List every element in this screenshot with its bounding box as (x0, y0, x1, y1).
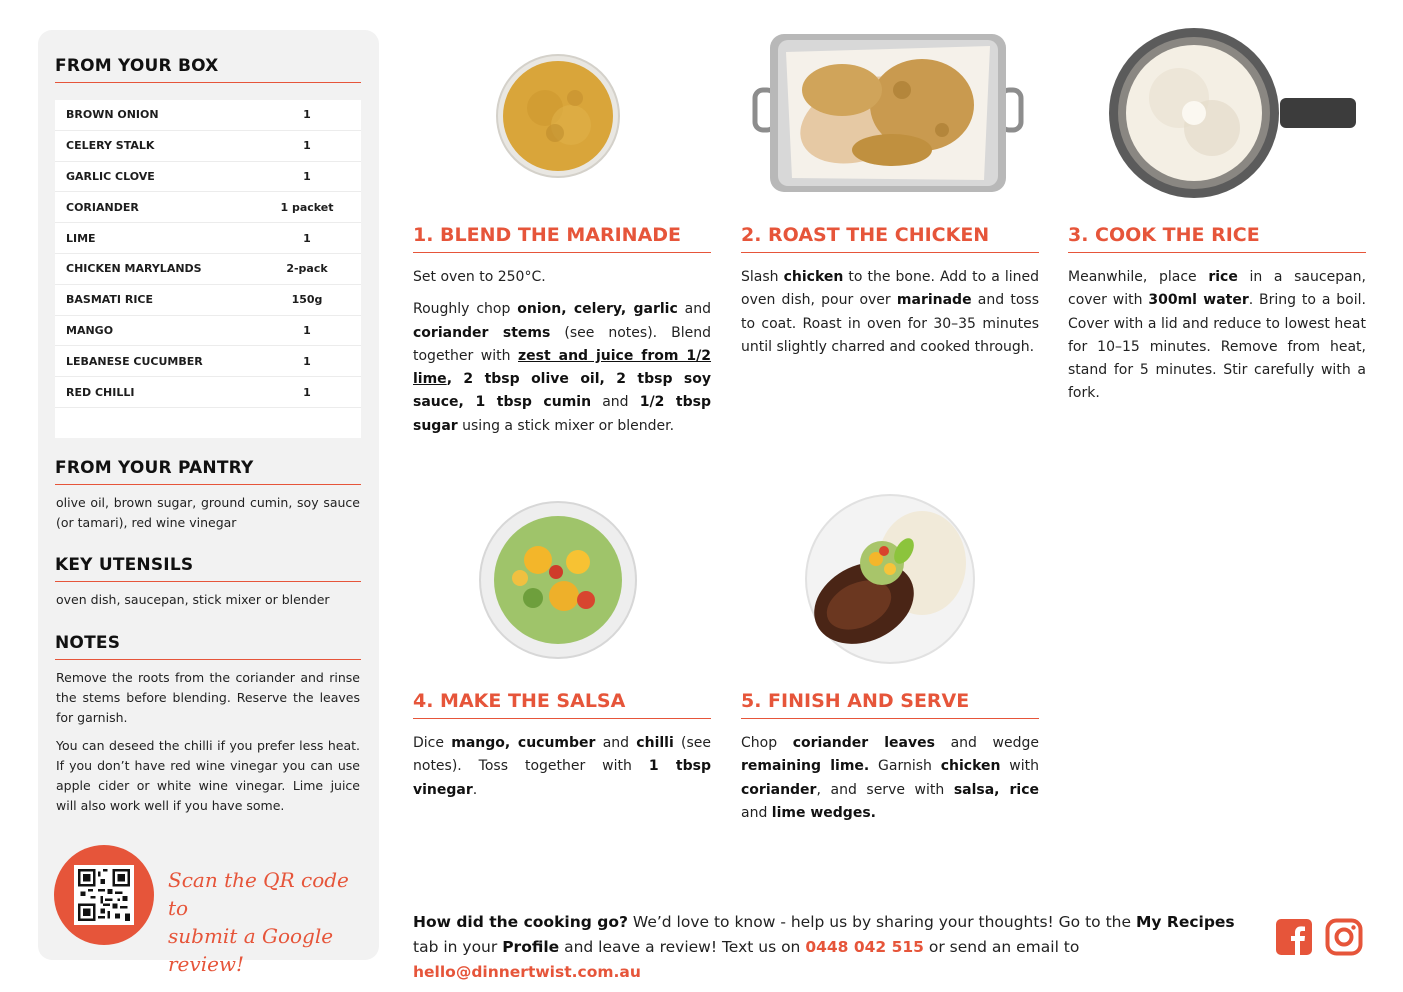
step-text: to the bone. Add to a lined oven dish, pour over (741, 269, 1039, 309)
utensils-heading: KEY UTENSILS (55, 555, 361, 582)
ingredient-qty: 1 (303, 385, 311, 399)
served-plate-image (804, 493, 976, 665)
step-bold-text: chicken (940, 758, 1001, 775)
table-row (55, 254, 361, 285)
table-row (55, 100, 361, 131)
step-text: Dice (413, 735, 452, 751)
step-2-body (741, 266, 1039, 368)
step-bold-text: chilli (636, 735, 674, 751)
step-1-paragraph-1: Set oven to 250°C. (413, 269, 546, 285)
ingredient-name: CELERY STALK (66, 139, 155, 153)
notes-paragraph-1: Remove the roots from the coriander and rinse the stems before blending. Reserve the leaves for garnish. (56, 670, 360, 725)
qr-badge[interactable] (54, 845, 154, 945)
step-bold-text: rice (1208, 269, 1238, 285)
table-row (55, 377, 361, 408)
ingredient-qty: 1 (303, 323, 311, 337)
instagram-icon[interactable] (1325, 918, 1363, 956)
step-1-paragraph-2 (413, 298, 711, 438)
footer-text: We’d love to know - help us by sharing your thoughts! Go to the (627, 913, 1136, 931)
ingredient-name: MANGO (66, 323, 114, 337)
table-row (55, 223, 361, 254)
ingredient-qty: 1 (303, 169, 311, 183)
step-text: with (1000, 758, 1039, 775)
ingredient-qty: 1 (303, 354, 311, 368)
pantry-text: olive oil, brown sugar, ground cumin, soy sauce (or tamari), red wine vinegar (56, 495, 360, 530)
step-bold-text: , 2 tbsp olive oil, 2 tbsp soy sauce, 1 tbsp cumin (413, 371, 711, 411)
step-bold-text: coriander (741, 781, 817, 798)
ingredient-name: GARLIC CLOVE (66, 169, 155, 183)
footer-text: or send an email to (923, 938, 1080, 956)
qr-text-line-2: submit a Google review! (168, 924, 334, 976)
table-row (55, 285, 361, 316)
roast-chicken-tray-image (752, 30, 1024, 196)
step-bold-text: salsa, rice (953, 781, 1039, 798)
step-bold-text: onion, celery, garlic (517, 301, 678, 318)
step-bold-text: 1/2 tbsp sugar (413, 394, 711, 434)
review-footer (413, 910, 1258, 985)
step-text: and (677, 301, 711, 318)
step-bold-text: chicken (783, 269, 844, 285)
step-text: and (591, 394, 640, 411)
step-underlined-text: zest and juice from 1/2 lime (413, 347, 712, 388)
ingredient-name: BASMATI RICE (66, 293, 154, 307)
footer-text: tab in your (413, 938, 503, 956)
step-text: Chop (741, 735, 793, 751)
notes-heading: NOTES (55, 633, 361, 660)
ingredient-qty: 1 (303, 231, 311, 245)
ingredient-name: BROWN ONION (66, 108, 159, 122)
step-5-body (741, 732, 1039, 834)
step-text: and toss to coat. Roast in oven for 30–35 minutes until slightly charred and cooked through. (741, 292, 1039, 355)
step-text: and wedge (934, 735, 1039, 751)
salsa-bowl-image (478, 500, 638, 660)
footer-text: and leave a review! Text us on (559, 938, 806, 956)
step-bold-text: coriander leaves (792, 735, 935, 751)
profile-label: Profile (502, 938, 560, 956)
utensils-text: oven dish, saucepan, stick mixer or blender (56, 592, 330, 607)
step-4-title: 4. MAKE THE SALSA (413, 690, 711, 719)
step-text: Garnish (869, 758, 941, 775)
step-bold-text: marinade (896, 292, 972, 309)
step-text: Roughly chop (413, 301, 518, 318)
ingredient-qty: 1 (303, 108, 311, 122)
step-text: (see notes). Toss together with (413, 735, 712, 775)
qr-text-line-1: Scan the QR code to (168, 868, 349, 920)
my-recipes-label: My Recipes (1135, 913, 1235, 931)
sidebar (38, 30, 379, 976)
step-bold-text: mango, cucumber (451, 735, 596, 751)
step-text: Meanwhile, place (1068, 269, 1209, 285)
ingredient-name: CHICKEN MARYLANDS (66, 262, 202, 276)
step-bold-text: 300ml water (1148, 292, 1249, 309)
marinade-bowl-image (495, 53, 621, 179)
step-text: and (595, 735, 637, 751)
step-4-body (413, 732, 711, 811)
step-text: . (472, 781, 478, 798)
rice-saucepan-image (1094, 28, 1356, 198)
qr-review-text (168, 866, 368, 978)
step-5-paragraph (741, 732, 1039, 825)
step-1-body (413, 266, 711, 447)
step-2-title: 2. ROAST THE CHICKEN (741, 224, 1039, 253)
ingredient-name: RED CHILLI (66, 385, 135, 399)
ingredient-qty: 150g (291, 293, 323, 307)
box-heading: FROM YOUR BOX (55, 56, 361, 83)
step-text: and (741, 804, 772, 821)
qr-code-icon[interactable] (74, 865, 134, 925)
step-text: . Bring to a boil. Cover with a lid and reduce to lowest heat for 10–15 minutes. Remove from heat, stand for 5 minutes. Stir carefully with a fork. (1068, 292, 1366, 402)
step-1-title: 1. BLEND THE MARINADE (413, 224, 711, 253)
step-bold-text: remaining lime. (741, 758, 870, 775)
table-row (55, 192, 361, 223)
step-bold-text: lime wedges. (771, 804, 876, 821)
ingredient-name: LIME (66, 231, 96, 245)
pantry-heading: FROM YOUR PANTRY (55, 458, 361, 485)
ingredient-qty: 2-pack (286, 262, 328, 276)
table-row (55, 131, 361, 162)
table-row (55, 316, 361, 347)
step-2-paragraph (741, 266, 1039, 359)
ingredient-name: CORIANDER (66, 200, 139, 214)
table-row (55, 162, 361, 193)
step-5-title: 5. FINISH AND SERVE (741, 690, 1039, 719)
step-text: using a stick mixer or blender. (457, 417, 675, 434)
phone-number-link[interactable]: 0448 042 515 (805, 938, 924, 956)
step-bold-text: 1 tbsp vinegar (413, 758, 711, 798)
step-text: Slash (741, 269, 784, 285)
step-3-body (1068, 266, 1366, 415)
email-link[interactable]: hello@dinnertwist.com.au (413, 963, 641, 981)
facebook-icon[interactable] (1275, 918, 1313, 956)
notes-paragraph-2: You can deseed the chilli if you prefer less heat. If you don’t have red wine vinegar you can use apple cider or white wine vinegar. Lime juice will also work well if you have some. (56, 738, 360, 813)
footer-bold-text: How did the cooking go? (413, 913, 628, 931)
step-3-title: 3. COOK THE RICE (1068, 224, 1366, 253)
step-bold-text: coriander stems (413, 324, 551, 341)
ingredient-qty: 1 packet (280, 200, 334, 214)
ingredient-qty: 1 (303, 139, 311, 153)
step-text: , and serve with (816, 781, 954, 798)
step-text: (see notes). Blend together with (413, 324, 711, 364)
step-3-paragraph (1068, 266, 1366, 406)
ingredient-name: LEBANESE CUCUMBER (66, 354, 203, 368)
step-4-paragraph (413, 732, 711, 802)
table-row (55, 346, 361, 377)
step-text: in a saucepan, cover with (1068, 269, 1366, 309)
box-ingredients-table (55, 100, 361, 438)
